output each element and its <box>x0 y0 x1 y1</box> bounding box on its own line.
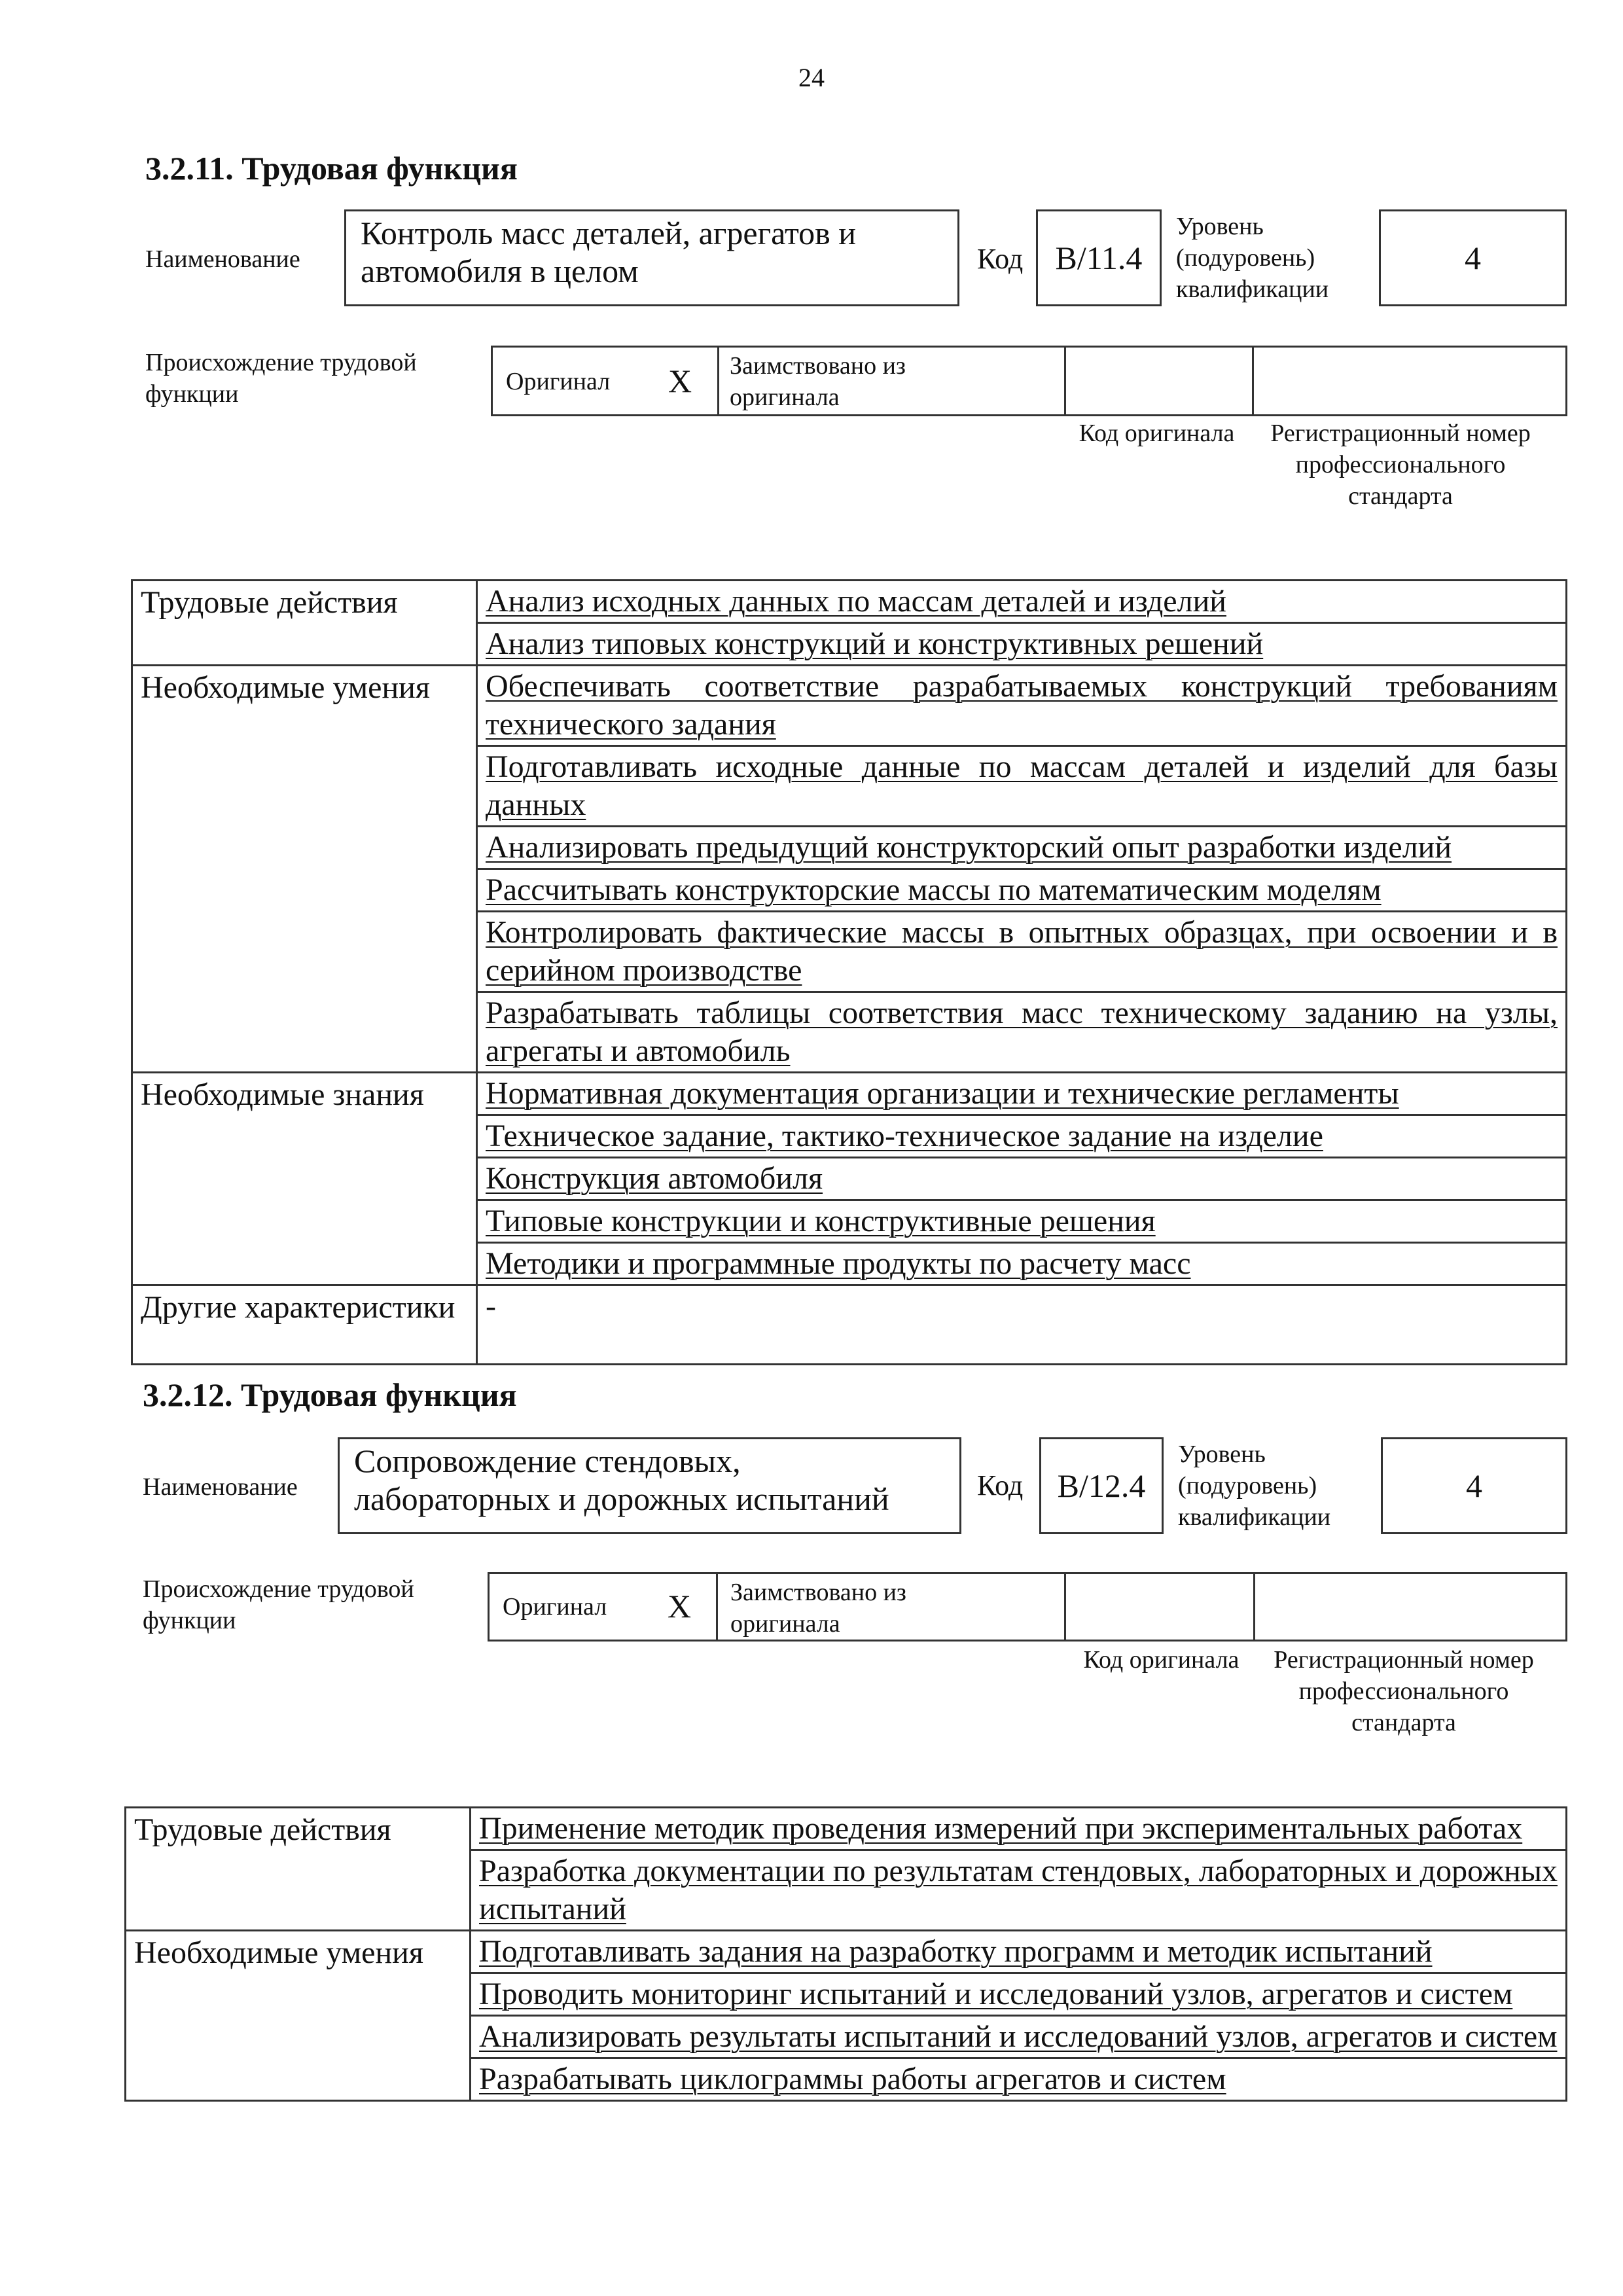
origin-box <box>491 346 1567 416</box>
list-item: Подготавливать задания на разработку программ и методик испытаний <box>471 1931 1565 1974</box>
list-item: Применение методик проведения измерений при экспериментальных работах <box>471 1808 1565 1851</box>
level-box <box>1379 209 1567 306</box>
code-label: Код <box>977 243 1024 275</box>
list-item: Контролировать фактические массы в опытных образцах, при освоении и в серийном производстве <box>478 912 1565 993</box>
list-item: Анализ типовых конструкций и конструктивных решений <box>486 626 1264 661</box>
origin-divider <box>716 1574 718 1640</box>
origin-divider <box>1064 348 1066 414</box>
list-item: Проводить мониторинг испытаний и исследований узлов, агрегатов и систем <box>471 1974 1565 2017</box>
table-row <box>132 1285 1567 1365</box>
original-mark: X <box>668 363 692 399</box>
code-value: B/12.4 <box>1057 1467 1146 1504</box>
row-items <box>477 666 1567 1073</box>
table-row <box>132 581 1567 666</box>
section-title: 3.2.12. Трудовая функция <box>143 1376 517 1413</box>
table-row <box>126 1931 1567 2101</box>
original-label: Оригинал <box>503 1593 607 1621</box>
row-items <box>477 1285 1567 1365</box>
origin-divider <box>1252 348 1254 414</box>
list-item: Обеспечивать соответствие разрабатываемых конструкций требованиям технического задания <box>478 666 1565 747</box>
level-value: 4 <box>1465 240 1481 276</box>
list-item: Рассчитывать конструкторские массы по математическим моделям <box>478 870 1565 912</box>
level-label: Уровень (подуровень) квалификации <box>1178 1441 1331 1531</box>
list-item: Анализировать результаты испытаний и исследований узлов, агрегатов и систем <box>471 2017 1565 2059</box>
row-label: Необходимые умения <box>126 1931 471 2101</box>
code-original-caption: Код оригинала <box>1079 420 1235 447</box>
row-label: Трудовые действия <box>132 581 477 666</box>
list-item: Техническое задание, тактико-техническое задание на изделие <box>478 1116 1565 1158</box>
origin-box <box>488 1572 1567 1641</box>
row-label: Необходимые умения <box>132 666 477 1073</box>
list-item: - <box>486 1289 496 1323</box>
function-name-box <box>338 1437 961 1534</box>
list-item: Анализировать предыдущий конструкторский опыт разработки изделий <box>478 827 1565 870</box>
name-label: Наименование <box>143 1473 298 1501</box>
original-mark: X <box>668 1588 692 1624</box>
row-label: Трудовые действия <box>126 1808 471 1931</box>
code-value: B/11.4 <box>1055 240 1143 276</box>
list-item: Подготавливать исходные данные по массам деталей и изделий для базы данных <box>478 747 1565 827</box>
page-number: 24 <box>798 63 825 92</box>
section-title: 3.2.11. Трудовая функция <box>145 150 518 187</box>
list-item: Методики и программные продукты по расчету масс <box>486 1246 1191 1281</box>
borrowed-label: Заимствовано из оригинала <box>730 1579 906 1638</box>
list-item: Разрабатывать таблицы соответствия масс техническому заданию на узлы, агрегаты и автомобиль <box>486 996 1558 1068</box>
origin-divider <box>717 348 719 414</box>
list-item: Анализ исходных данных по массам деталей и изделий <box>478 581 1565 624</box>
code-label: Код <box>977 1469 1024 1501</box>
row-items <box>471 1808 1567 1931</box>
function-name-box <box>344 209 959 306</box>
origin-label: Происхождение трудовой функции <box>145 349 417 408</box>
list-item: Разработка документации по результатам стендовых, лабораторных и дорожных испытаний <box>479 1854 1558 1926</box>
level-label: Уровень (подуровень) квалификации <box>1176 213 1329 303</box>
list-item: Нормативная документация организации и технические регламенты <box>478 1073 1565 1116</box>
function-name: Контроль масс деталей, агрегатов и автомобиля в целом <box>361 215 857 289</box>
row-items <box>477 581 1567 666</box>
origin-divider <box>1064 1574 1066 1640</box>
table-row <box>132 666 1567 1073</box>
table-row <box>132 1073 1567 1285</box>
name-label: Наименование <box>145 245 300 273</box>
function-name: Сопровождение стендовых, лабораторных и дорожных испытаний <box>354 1443 889 1517</box>
level-value: 4 <box>1466 1467 1482 1504</box>
reg-number-caption: Регистрационный номер профессионального стандарта <box>1274 1646 1534 1736</box>
list-item: Разрабатывать циклограммы работы агрегатов и систем <box>479 2062 1226 2096</box>
reg-number-caption: Регистрационный номер профессионального стандарта <box>1270 420 1531 510</box>
code-original-caption: Код оригинала <box>1083 1646 1240 1674</box>
function-table <box>124 1806 1567 2102</box>
original-label: Оригинал <box>506 368 611 395</box>
function-table <box>131 579 1567 1365</box>
row-label: Необходимые знания <box>132 1073 477 1285</box>
list-item: Конструкция автомобиля <box>478 1158 1565 1201</box>
row-label: Другие характеристики <box>132 1285 477 1365</box>
origin-divider <box>1253 1574 1255 1640</box>
code-box <box>1039 1437 1164 1534</box>
row-items <box>471 1931 1567 2101</box>
level-box <box>1381 1437 1567 1534</box>
list-item: Типовые конструкции и конструктивные решения <box>478 1201 1565 1244</box>
borrowed-label: Заимствовано из оригинала <box>730 352 906 411</box>
table-row <box>126 1808 1567 1931</box>
code-box <box>1036 209 1162 306</box>
row-items <box>477 1073 1567 1285</box>
origin-label: Происхождение трудовой функции <box>143 1575 414 1634</box>
